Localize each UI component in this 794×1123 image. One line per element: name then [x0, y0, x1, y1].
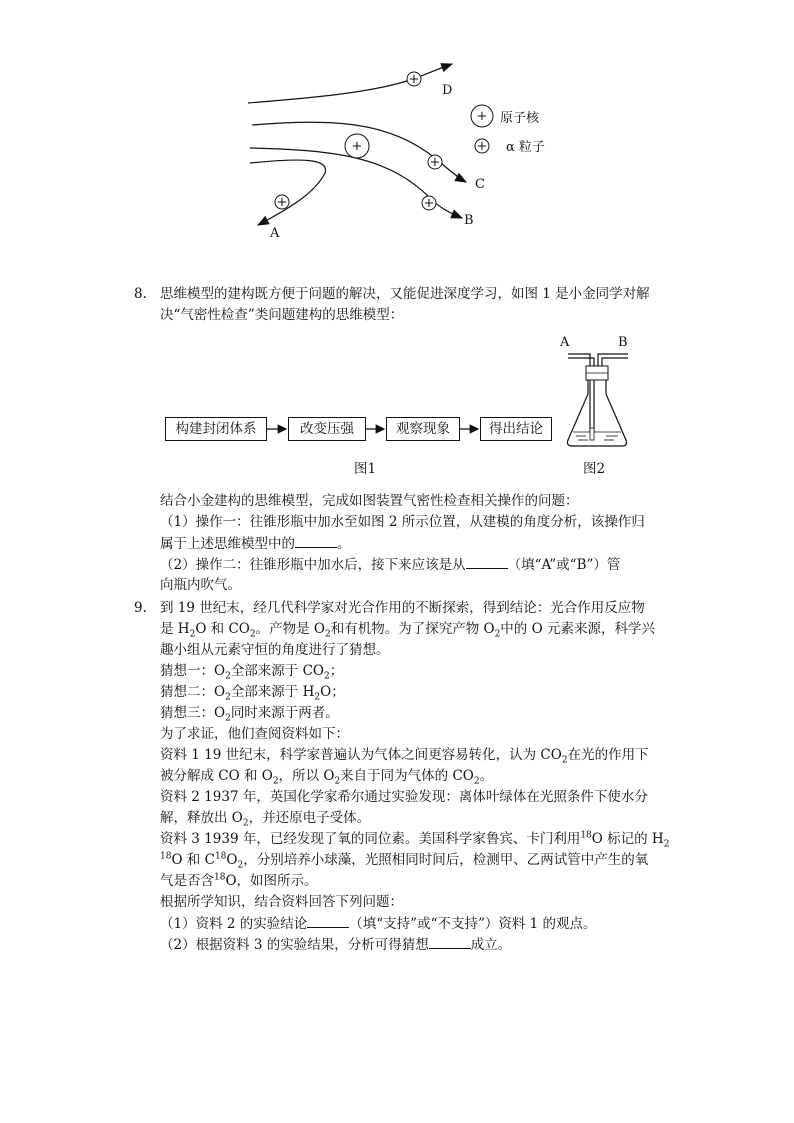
q8-part2-line1: （2）操作二：往锥形瓶中加水后，接下来应该是从 （填“A”或“B”）管	[160, 554, 620, 575]
answer-blank-q9-2[interactable]	[429, 934, 471, 949]
answer-blank-q8-2[interactable]	[466, 554, 508, 569]
alpha-path-d	[248, 64, 452, 103]
answer-blank-q8-1[interactable]	[295, 533, 337, 548]
q9-material2-line2: 解，释放出 $O_2$，并还原电子受体。	[160, 810, 371, 829]
svg-text:+: +	[276, 195, 288, 210]
q9-material3-line3: 气是否含$^{18}$O，如图所示。	[160, 872, 318, 889]
svg-text:+: +	[423, 196, 435, 211]
q9-material1-line2: 被分解成 CO 和 $O_2$，所以 $O_2$来自于同为气体的 $CO_2$。	[160, 768, 494, 787]
label-b: B	[464, 213, 474, 228]
svg-text:+: +	[476, 139, 488, 154]
q8-number: 8.	[134, 286, 147, 302]
q9-guess3: 猜想三：$O_2$同时来源于两者。	[160, 705, 339, 724]
flow-box-4: 得出结论	[480, 417, 552, 441]
svg-text:A: A	[560, 335, 570, 350]
q9-guess2: 猜想二：$O_2$全部来源于 $H_2O$；	[160, 684, 345, 703]
q9-number: 9.	[134, 600, 147, 616]
alpha-scattering-diagram	[240, 58, 570, 248]
q9-guess1: 猜想一：$O_2$全部来源于 $CO_2$；	[160, 663, 344, 682]
q9-line1: 到 19 世纪末，经几代科学家对光合作用的不断探索，得到结论：光合作用反应物	[160, 600, 645, 616]
flow-box-1: 构建封闭体系	[165, 417, 267, 441]
q8-instruction: 结合小金建构的思维模型，完成如图装置气密性检查相关操作的问题：	[160, 493, 579, 509]
legend-nucleus-label: 原子核	[500, 111, 540, 126]
svg-text:B: B	[618, 335, 628, 350]
q9-material3-line1: 资料 3 1939 年，已经发现了氧的同位素。美国科学家鲁宾、卡门利用$^{18}$O 标记的 $H_2$	[160, 830, 670, 850]
q9-answer2: （2）根据资料 3 的实验结果，分析可得猜想 成立。	[160, 934, 511, 955]
flow-box-2: 改变压强	[288, 417, 366, 441]
alpha-path-a	[250, 160, 326, 225]
q9-line15: 根据所学知识，结合资料回答下列问题：	[160, 894, 403, 910]
legend-alpha-label: α 粒子	[506, 140, 545, 155]
svg-text:+: +	[429, 155, 441, 170]
q9-line2: 是 $H_2O$ 和 $CO_2$。产物是 $O_2$和有机物。为了探究产物 $O_2$中的 O 元素来源，科学兴	[160, 621, 655, 640]
q9-material3-line2: $^{18}$O 和 $C^{18}O_2$，分别培养小球藻，光照相同时间后，检测甲、乙两试管中产生的氧	[160, 851, 649, 871]
q9-answer1: （1）资料 2 的实验结论 （填“支持”或“不支持”）资料 1 的观点。	[160, 913, 597, 934]
q8-part1-line1: （1）操作一：往锥形瓶中加水至如图 2 所示位置，从建模的角度分析，该操作归	[160, 514, 645, 530]
q9-line7: 为了求证，他们查阅资料如下：	[160, 726, 349, 742]
q8-part1-line2: 属于上述思维模型中的 。	[160, 533, 351, 554]
q8-stem-line1: 思维模型的建构既方便于问题的解决，又能促进深度学习，如图 1 是小金同学对解	[160, 286, 650, 302]
label-c: C	[475, 177, 485, 192]
answer-blank-q9-1[interactable]	[307, 913, 349, 928]
svg-text:+: +	[351, 139, 363, 154]
label-a: A	[270, 226, 280, 241]
conical-flask-diagram	[560, 332, 640, 457]
q8-part2-line2: 向瓶内吹气。	[160, 577, 241, 593]
q8-stem-line2: 决“气密性检查”类问题建构的思维模型：	[160, 307, 404, 323]
q9-material1-line1: 资料 1 19 世纪末，科学家普遍认为气体之间更容易转化，认为 $CO_2$在光的作用下	[160, 747, 649, 766]
fig1-caption: 图1	[354, 461, 377, 477]
svg-text:+: +	[476, 109, 488, 124]
flow-box-3: 观察现象	[386, 417, 460, 441]
svg-text:+: +	[408, 72, 420, 87]
q9-line3: 趣小组从元素守恒的角度进行了猜想。	[160, 642, 390, 658]
fig2-caption: 图2	[583, 461, 606, 477]
label-d: D	[442, 83, 453, 98]
q9-material2-line1: 资料 2 1937 年，英国化学家希尔通过实验发现：离体叶绿体在光照条件下使水分	[160, 789, 648, 805]
